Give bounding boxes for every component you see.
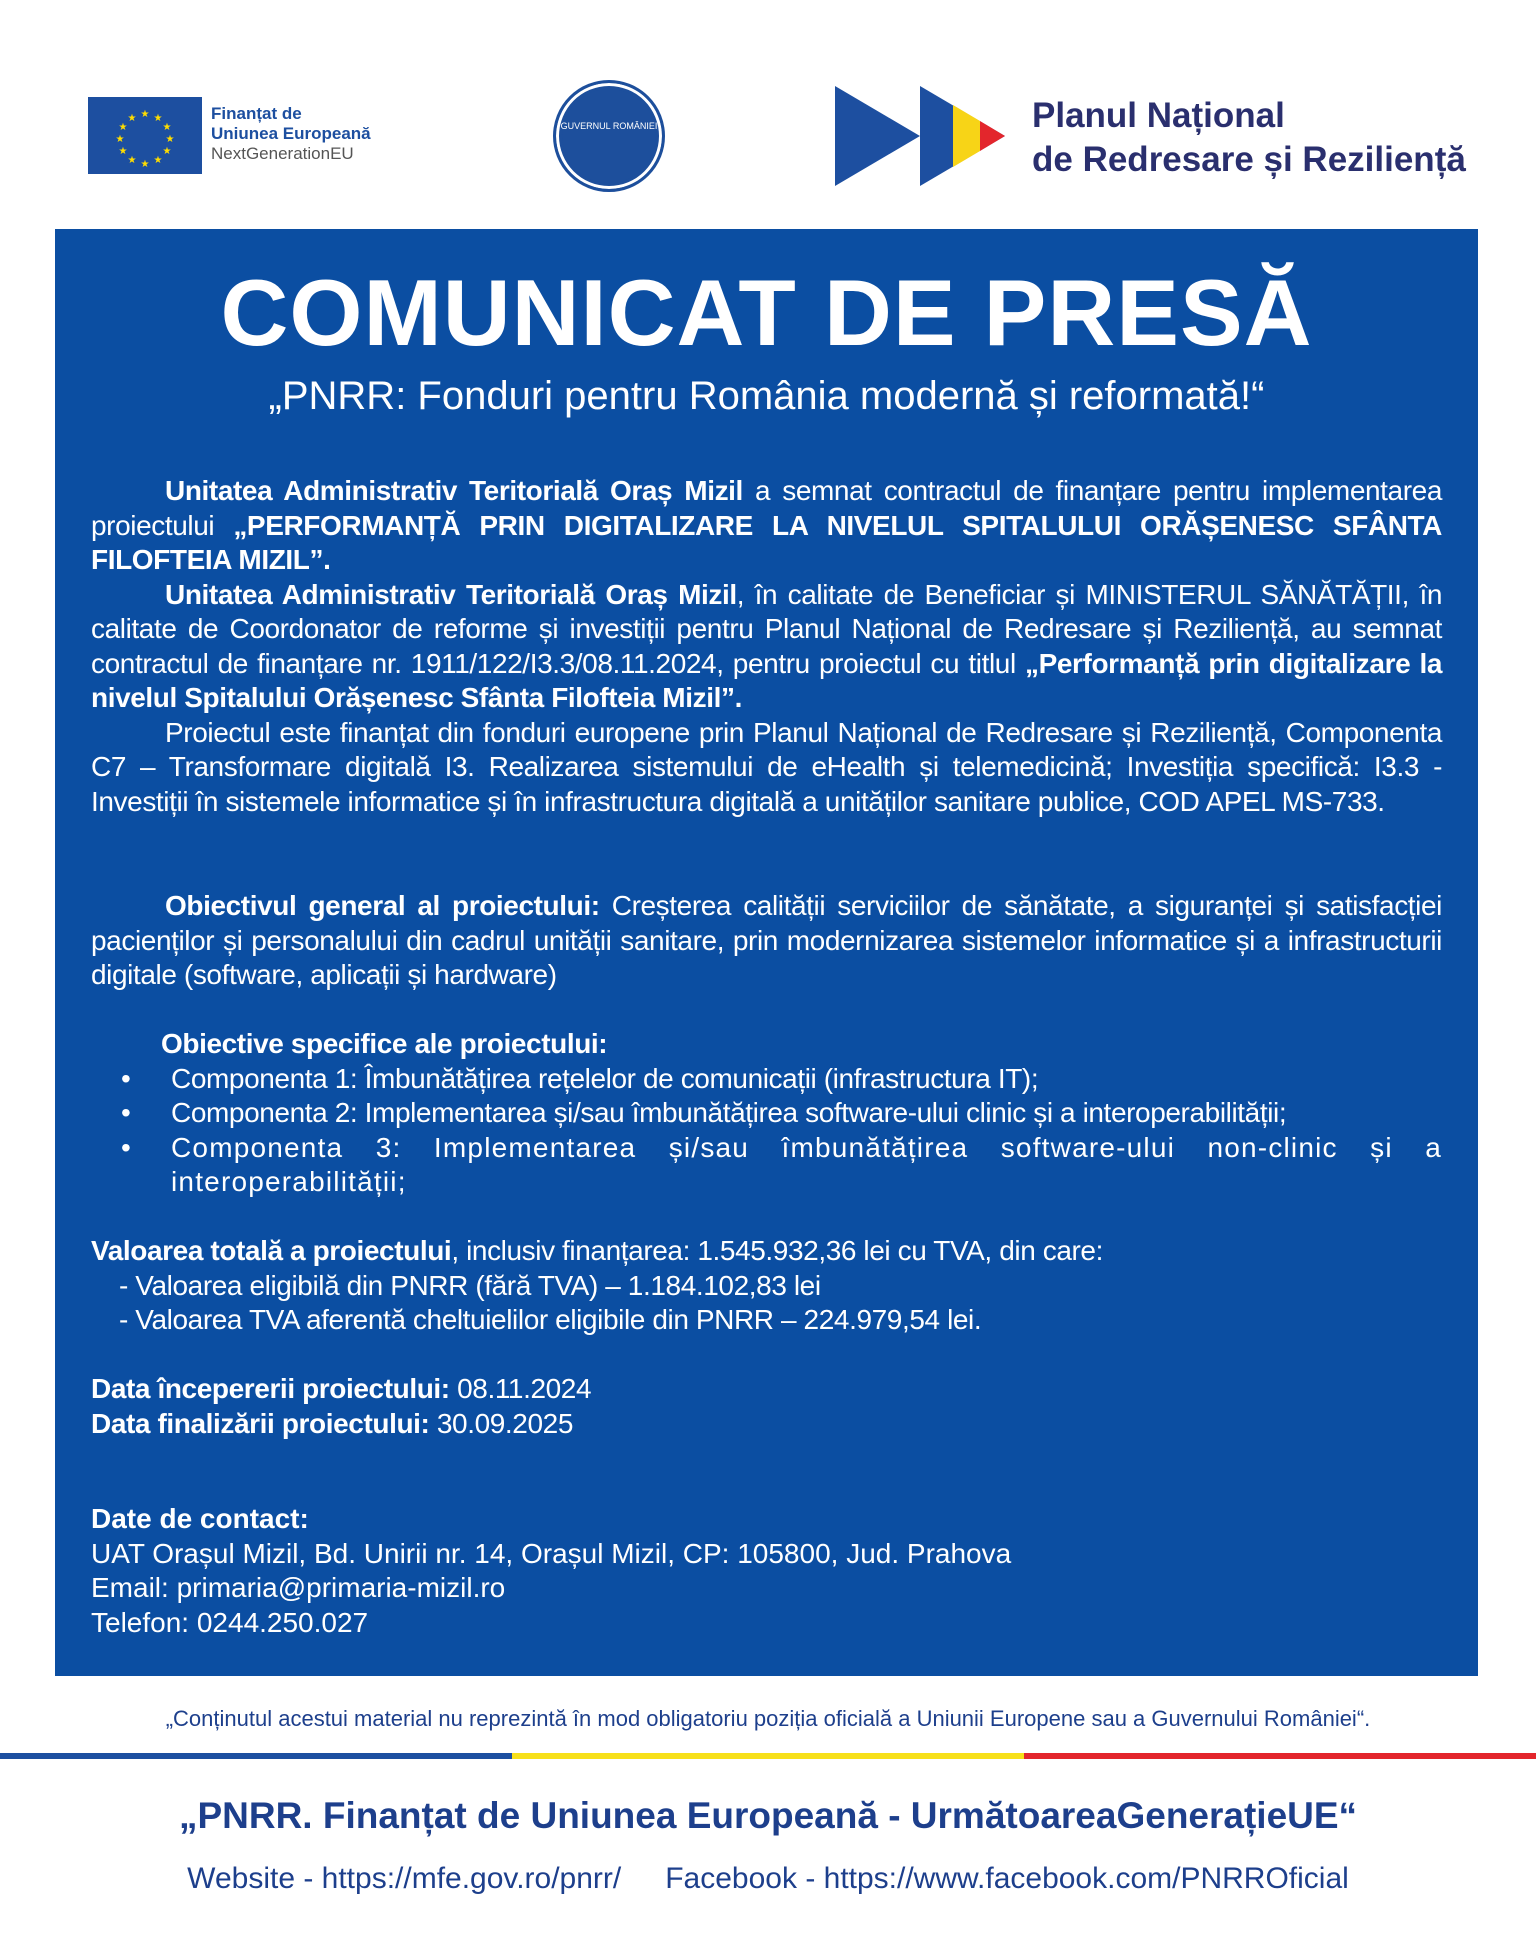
pnrr-title: Planul Național de Redresare și Reziliență xyxy=(1032,96,1466,179)
pnrr-logo xyxy=(835,86,1015,186)
svg-text:★: ★ xyxy=(140,159,150,170)
svg-text:★: ★ xyxy=(127,113,137,124)
svg-text:★: ★ xyxy=(127,155,137,166)
stripe-yellow xyxy=(512,1753,1024,1759)
website-link[interactable]: Website - https://mfe.gov.ro/pnrr/ xyxy=(187,1862,622,1895)
svg-text:★: ★ xyxy=(165,134,175,145)
svg-text:★: ★ xyxy=(153,155,163,166)
intro-paragraphs: Unitatea Administrativ Teritorială Oraș Mizil a semnat contractul de finanțare pentru implementarea proiectului „PERFORMANȚĂ PRIN DIGITALIZARE LA NIVELUL SPITALULUI ORĂȘENESC SFÂNTA FILOFTEIA MIZIL”. Unitatea Administrativ Teritorială Oraș Mizil, în calitate de Beneficiar și MINISTERUL SĂNĂTĂȚII, în calitate de Coordonator de reforme și investiții pentru Planul Național de Redresare și Reziliență, au semnat contractul de finanțare nr. 1911/122/I3.3/08.11.2024, pentru proiectul cu titlul „Performanță prin digitalizare la nivelul Spitalului Orășenesc Sfânta Filofteia Mizil”. Proiectul este finanțat din fonduri europene prin Planul Național de Redresare și Reziliență, Componenta C7 – Transformare digitală I3. Realizarea sistemului de eHealth și telemedicină; Investiția specifică: I3.3 - Investiții în sistemele informatice și în infrastructura digitală a unităților sanitare publice, COD APEL MS-733. xyxy=(91,475,1442,817)
press-release-panel xyxy=(55,229,1478,1676)
footer-links xyxy=(0,1862,1536,1896)
government-seal-logo: GUVERNUL ROMÂNIEI xyxy=(553,80,665,192)
svg-text:★: ★ xyxy=(153,113,163,124)
svg-text:★: ★ xyxy=(162,122,172,133)
svg-text:★: ★ xyxy=(140,109,150,120)
list-item: • Componenta 3: Implementarea și/sau îmbunătățirea software-ului non-clinic și a interoperabilității; xyxy=(91,1131,1442,1200)
general-objective: Obiectivul general al proiectului: Creșterea calității serviciilor de sănătate, a siguranței și satisfacției pacienților și personalului din cadrul unității sanitare, prin modernizarea sistemelor informatice și a infrastructurii digitale (software, aplicații și hardware) xyxy=(91,890,1442,990)
svg-text:★: ★ xyxy=(115,134,125,145)
list-item: • Componenta 2: Implementarea și/sau îmbunătățirea software-ului clinic și a interoperabilității; xyxy=(91,1096,1442,1131)
stripe-blue xyxy=(0,1753,512,1759)
specific-objectives: Obiective specifice ale proiectului: • Componenta 1: Îmbunătățirea rețelelor de comunicații (infrastructura IT); • Componenta 2: Implementarea și/sau îmbunătățirea software-ului clinic și a interoperabilității; • Componenta 3: Implementarea și/sau îmbunătățirea software-ului non-clinic și a interoperabilității; xyxy=(91,1027,1442,1200)
svg-text:★: ★ xyxy=(118,146,128,157)
stripe-red xyxy=(1024,1753,1536,1759)
contact-info: Date de contact: UAT Orașul Mizil, Bd. Unirii nr. 14, Orașul Mizil, CP: 105800, Jud. Prahova Email: primaria@primaria-mizil.ro Telefon: 0244.250.027 xyxy=(91,1503,1012,1638)
page-title: COMUNICAT DE PRESĂ xyxy=(220,260,1313,365)
facebook-link[interactable]: Facebook - https://www.facebook.com/PNRROficial xyxy=(665,1862,1349,1895)
disclaimer: „Conținutul acestui material nu reprezintă în mod obligatoriu poziția oficială a Uniunii Europene sau a Guvernului României“. xyxy=(165,1706,1371,1731)
project-dates: Data începererii proiectului: 08.11.2024 Data finalizării proiectului: 30.09.2025 xyxy=(91,1373,592,1439)
slogan: „PNRR. Finanțat de Uniunea Europeană - UrmătoareaGenerațieUE“ xyxy=(178,1795,1358,1836)
svg-text:★: ★ xyxy=(162,146,172,157)
subtitle: „PNRR: Fonduri pentru România modernă și reformată!“ xyxy=(268,374,1265,418)
eu-funding-text: Finanțat de Uniunea Europeană NextGenerationEU xyxy=(211,104,371,163)
svg-text:★: ★ xyxy=(118,122,128,133)
eu-flag-logo xyxy=(88,97,202,174)
project-value: Valoarea totală a proiectului, inclusiv finanțarea: 1.545.932,36 lei cu TVA, din care: - Valoarea eligibilă din PNRR (fără TVA) – 1.184.102,83 lei - Valoarea TVA aferentă cheltuielilor eligibile din PNRR – 224.979,54 lei. xyxy=(91,1235,1103,1335)
list-item: • Componenta 1: Îmbunătățirea rețelelor de comunicații (infrastructura IT); xyxy=(91,1062,1442,1097)
